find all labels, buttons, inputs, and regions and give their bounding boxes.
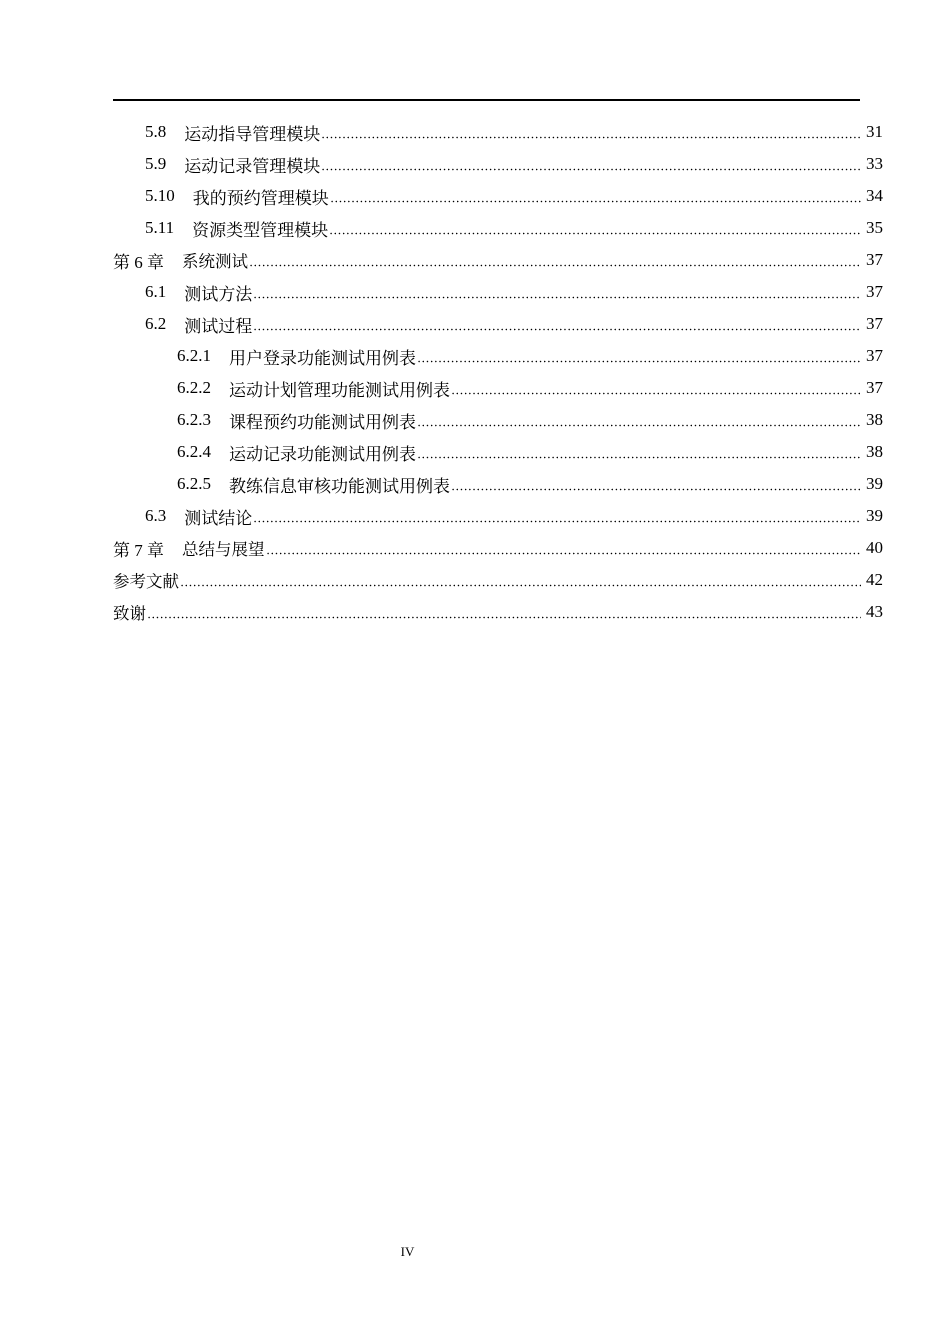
toc-entry-chapter-6[interactable] (113, 244, 883, 276)
dot-leader (253, 520, 861, 523)
toc-entry-6-2[interactable] (113, 308, 883, 340)
toc-entry-title: 用户登录功能测试用例表 (229, 348, 416, 368)
toc-entry-6-2-5[interactable] (113, 468, 883, 500)
toc-entry-number: 5.8 (145, 122, 167, 141)
toc-entry-number: 6.2.1 (177, 346, 211, 365)
toc-entry-number: 5.11 (145, 218, 175, 237)
toc-entry-page: 31 (866, 122, 883, 141)
toc-entry-title: 课程预约功能测试用例表 (229, 412, 416, 432)
toc-entry-number: 6.2.5 (177, 474, 211, 493)
toc-entry-page: 39 (866, 506, 883, 525)
toc-entry-title: 我的预约管理模块 (192, 188, 329, 208)
toc-entry-6-1[interactable] (113, 276, 883, 308)
toc-entry-number: 6.2.2 (177, 378, 211, 397)
toc-entry-page: 37 (866, 282, 883, 301)
dot-leader (329, 232, 861, 235)
toc-entry-references[interactable] (113, 564, 883, 596)
toc-entry-5-8[interactable] (113, 116, 883, 148)
toc-entry-chapter-7[interactable] (113, 532, 883, 564)
dot-leader (266, 552, 862, 555)
toc-entry-number: 5.10 (145, 186, 175, 205)
toc-entry-page: 40 (866, 538, 883, 557)
toc-entry-acknowledgements[interactable] (113, 596, 883, 628)
toc-entry-title: 系统测试 (182, 252, 248, 271)
toc-entry-page: 37 (866, 314, 883, 333)
toc-entry-page: 38 (866, 442, 883, 461)
toc-entry-title: 总结与展望 (182, 540, 265, 559)
dot-leader (147, 616, 861, 619)
dot-leader (417, 424, 861, 427)
toc-entry-title: 运动计划管理功能测试用例表 (229, 380, 450, 400)
toc-entry-5-9[interactable] (113, 148, 883, 180)
dot-leader (330, 200, 861, 203)
toc-entry-number: 5.9 (145, 154, 167, 173)
dot-leader (253, 328, 861, 331)
toc-entry-number: 6.3 (145, 506, 167, 525)
toc-entry-title: 运动指导管理模块 (184, 124, 321, 144)
toc-entry-title: 教练信息审核功能测试用例表 (229, 476, 450, 496)
toc-entry-page: 37 (866, 250, 883, 269)
toc-entry-page: 39 (866, 474, 883, 493)
toc-entry-title: 参考文献 (113, 572, 179, 591)
page-number-footer: IV (400, 1244, 415, 1259)
header-rule (113, 99, 860, 101)
dot-leader (253, 296, 861, 299)
toc-entry-page: 38 (866, 410, 883, 429)
toc-entry-number: 6.1 (145, 282, 167, 301)
dot-leader (180, 584, 861, 587)
dot-leader (321, 168, 861, 171)
toc-entry-title: 运动记录管理模块 (184, 156, 321, 176)
toc-entry-title: 运动记录功能测试用例表 (229, 444, 416, 464)
toc-entry-6-2-1[interactable] (113, 340, 883, 372)
dot-leader (249, 264, 861, 267)
toc-entry-6-2-3[interactable] (113, 404, 883, 436)
toc-entry-page: 35 (866, 218, 883, 237)
dot-leader (451, 488, 861, 491)
toc-entry-number: 6.2 (145, 314, 167, 333)
toc-entry-5-11[interactable] (113, 212, 883, 244)
toc-entry-title: 资源类型管理模块 (192, 220, 329, 240)
dot-leader (321, 136, 861, 139)
dot-leader (417, 360, 861, 363)
toc-entry-page: 37 (866, 378, 883, 397)
toc-entry-page: 43 (866, 602, 883, 621)
toc-entry-6-2-4[interactable] (113, 436, 883, 468)
toc-entry-title: 测试过程 (184, 316, 253, 336)
toc-entry-title: 致谢 (113, 604, 146, 623)
toc-entry-6-3[interactable] (113, 500, 883, 532)
toc-entry-title: 测试结论 (184, 508, 253, 528)
toc-entry-number: 6.2.4 (177, 442, 211, 461)
dot-leader (417, 456, 861, 459)
toc-entry-number: 第 7 章 (113, 540, 164, 560)
toc-entry-page: 37 (866, 346, 883, 365)
toc-entry-page: 34 (866, 186, 883, 205)
toc-entry-5-10[interactable] (113, 180, 883, 212)
toc-entry-page: 42 (866, 570, 883, 589)
toc-entry-6-2-2[interactable] (113, 372, 883, 404)
toc-entry-number: 6.2.3 (177, 410, 211, 429)
toc-entry-title: 测试方法 (184, 284, 253, 304)
toc-entry-page: 33 (866, 154, 883, 173)
dot-leader (451, 392, 861, 395)
table-of-contents (113, 116, 883, 628)
toc-entry-number: 第 6 章 (113, 252, 164, 272)
